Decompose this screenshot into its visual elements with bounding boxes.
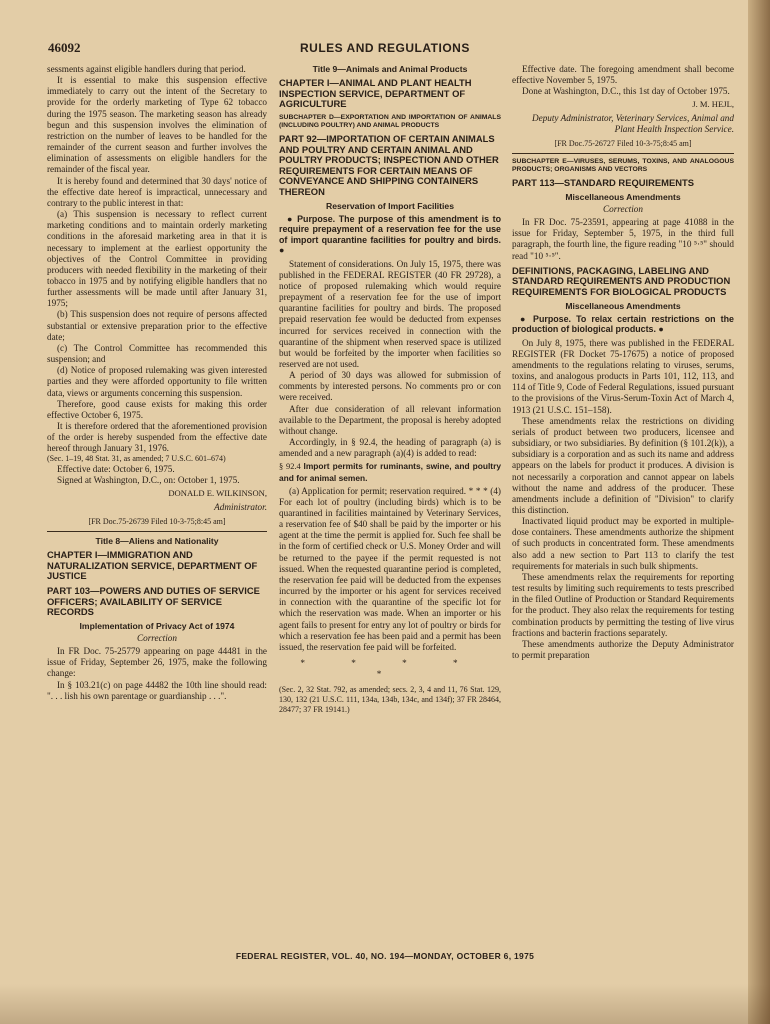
paragraph: It is essential to make this suspension effective immediately to carry out the intent of the Secretary to provide for the orderly marketing of Type 62 tobacco during the 1975 season. The marketing season has already begun and this suspension involves the elimination of restriction on the number of leaves to be handled for the remainder of the current season and further involves the elimination of assessments on eligible handlers for the remainder of the fiscal year. <box>47 75 267 175</box>
paragraph: These amendments authorize the Deputy Administrator to permit preparation <box>512 638 734 661</box>
paragraph: After due consideration of all relevant information available to the Department, the proposal is hereby adopted without change. <box>279 403 501 436</box>
subchapter-heading: SUBCHAPTER E—VIRUSES, SERUMS, TOXINS, AND ANALOGOUS PRODUCTS; ORGANISMS AND VECTORS <box>512 158 734 174</box>
signatory-title: Deputy Administrator, Veterinary Services, Animal and Plant Health Inspection Service. <box>531 112 734 134</box>
paragraph: In FR Doc. 75-23591, appearing at page 41088 in the issue for Friday, September 5, 1975, in the third full paragraph, the fourth line, the figure reading "10 ⁵·⁵" should read "10 ⁵·⁵". <box>512 217 734 261</box>
citation: (Sec. 1–19, 48 Stat. 31, as amended; 7 U.S.C. 601–674) <box>47 454 226 464</box>
page-footer: FEDERAL REGISTER, VOL. 40, NO. 194—MONDAY, OCTOBER 6, 1975 <box>235 951 535 961</box>
paragraph: sessments against eligible handlers during that period. <box>47 64 246 74</box>
fr-doc-line: [FR Doc.75-26727 Filed 10-3-75;8:45 am] <box>554 138 692 148</box>
column-1 <box>47 64 267 702</box>
signed-line: Signed at Washington, D.C., on: October 1, 1975. <box>57 475 240 486</box>
book-binding <box>748 0 770 1024</box>
column-2 <box>279 64 501 714</box>
definitions-heading: DEFINITIONS, PACKAGING, LABELING AND STANDARD REQUIREMENTS AND PRODUCTION REQUIREMENTS FOR BIOLOGICAL PRODUCTS <box>512 264 731 297</box>
signatory-name: DONALD E. WILKINSON, <box>168 488 267 499</box>
part-heading: PART 103—POWERS AND DUTIES OF SERVICE OFFICERS; AVAILABILITY OF SERVICE RECORDS <box>47 584 260 618</box>
effective-date: Effective date: October 6, 1975. <box>57 464 175 475</box>
purpose-summary: ● Purpose. The purpose of this amendment is to require prepayment of a reservation fee for the use of import quarantine facilities for poultry and birds. ● <box>279 213 501 256</box>
paragraph: (a) This suspension is necessary to reflect current marketing conditions and to maintain orderly marketing conditions in the aforesaid marketing area in that it is necessary to implement at the earliest opportunity the objectives of the Control Committee in providing producers with needed flexibility in the marketing of their tobacco in 1975 and by notifying eligible handlers that no further assessments will be made until after January 31, 1975; <box>47 209 267 309</box>
title-heading: Title 9—Animals and Animal Products <box>312 64 468 74</box>
paragraph: In FR Doc. 75-25779 appearing on page 44481 in the issue of Friday, September 26, 1975, make the following change: <box>47 646 267 679</box>
citation: (Sec. 2, 32 Stat. 792, as amended; secs. 2, 3, 4 and 11, 76 Stat. 129, 130, 132 (21 U.S.C. 111, 134a, 134b, 134c, and 134f); 37 FR 28464, 28477; 37 FR 19141.) <box>279 685 501 714</box>
correction-label: Correction <box>137 633 177 643</box>
section-heading: Reservation of Import Facilities <box>326 200 454 211</box>
divider <box>47 531 267 532</box>
subchapter-heading: SUBCHAPTER D—EXPORTATION AND IMPORTATION OF ANIMALS (INCLUDING POULTRY) AND ANIMAL PRODUCTS <box>279 114 501 130</box>
paragraph: Statement of considerations. On July 15, 1975, there was published in the FEDERAL REGISTER (40 FR 29728), a notice of proposed rulemaking which would require prepayment of a reservation fee for the use of import quarantine facilities for poultry and birds. The proposed prepaid reservation fee would be deducted from expenses incurred for services received in connection with the quarantine of the shipment when reserved space is utilized but would be forfeited by the importer when facilities so reserved are not used. <box>279 258 501 369</box>
paragraph: These amendments relax the restrictions on dividing serials of product between two producers, licensee and subsidiary, or two subsidiaries. By definition (§ 101.2(k)), a subsidiary is a corporation and as such its name and address appears on the labels for product it produces. A division is not necessarily a corporation and cannot appear on labels without the name and address of the producer. These amendments include a definition of "Division" to clarify this distinction. <box>512 415 734 515</box>
paragraph: It is hereby found and determined that 30 days' notice of the effective date hereof is impractical, unnecessary and contrary to the public interest in that: <box>47 175 267 208</box>
paragraph: Effective date. The foregoing amendment shall become effective November 5, 1975. <box>512 64 734 86</box>
correction-label: Correction <box>603 203 643 214</box>
paragraph: Inactivated liquid product may be exported in multiple-dose containers. These amendments authorize the shipment of such products in concentrated form. These amendments also add a new section to Part 113 to clarify the test requirements for materials in such bulk shipments. <box>512 516 734 571</box>
purpose-summary: ● Purpose. To relax certain restrictions on the production of biological products. ● <box>512 313 734 335</box>
section-heading: Implementation of Privacy Act of 1974 <box>79 620 235 631</box>
paragraph: (c) The Control Committee has recommended this suspension; and <box>47 342 267 365</box>
paragraph: These amendments relax the requirements for reporting test results by limiting such requirements to tests prescribed in the filed Outline of Production or Standard Requirements for the product. They also relax the requirements for testing combination products by permitting the testing of live virus fractions and bacterin fractions separately. <box>512 571 734 638</box>
paragraph: (d) Notice of proposed rulemaking was given interested parties and they were afforded opportunity to file written data, views or arguments concerning this suspension. <box>47 365 267 398</box>
running-head: RULES AND REGULATIONS <box>300 41 470 55</box>
chapter-heading: CHAPTER I—IMMIGRATION AND NATURALIZATION SERVICE, DEPARTMENT OF JUSTICE <box>47 549 258 582</box>
page-number: 46092 <box>48 40 81 55</box>
signatory-name: J. M. HEJL, <box>692 99 734 110</box>
part-heading: PART 113—STANDARD REQUIREMENTS <box>512 177 694 189</box>
section-heading: Miscellaneous Amendments <box>565 300 681 311</box>
paragraph: In § 103.21(c) on page 44482 the 10th line should read: ". . . lish his own parentage or guardianship . . .". <box>47 679 267 701</box>
column-3 <box>512 64 734 661</box>
paragraph: A period of 30 days was allowed for submission of comments by interested persons. No comments pro or con were received. <box>279 370 501 403</box>
title-heading: Title 8—Aliens and Nationality <box>95 535 219 546</box>
fr-doc-line: [FR Doc.75-26739 Filed 10-3-75;8:45 am] <box>88 516 226 526</box>
section-number: § 92.4 <box>279 462 301 472</box>
paragraph: (b) This suspension does not require of persons affected substantial or extensive preparation prior to the effective date; <box>47 309 267 342</box>
section-title: Import permits for ruminants, swine, and poultry and for animal semen. <box>279 461 501 483</box>
signatory-title: Administrator. <box>214 501 267 512</box>
paragraph: Accordingly, in § 92.4, the heading of paragraph (a) is amended and a new paragraph (a)(4) is added to read: <box>279 437 501 459</box>
chapter-heading: CHAPTER I—ANIMAL AND PLANT HEALTH INSPECTION SERVICE, DEPARTMENT OF AGRICULTURE <box>279 77 472 110</box>
paragraph: (a) Application for permit; reservation required. * * * (4) For each lot of poultry (including birds) which is to be quarantined in facilities maintained by Veterinary Services, a reservation fee of $40 shall be paid by the importer or his agent at the time the permit is applied for. Such fee shall be in the form of certified check or U.S. Money Order and will be returned to the payee if the permit requested is not issued. When the requested quarantine period is completed, the reservation fee paid will be deducted from the expenses incurred by the importer or his agent for services received in connection with the quarantine of the specific lot for which the reservation was made. When an importer or his agent fails to present for entry any lot of poultry or birds for which a reservation fee has been paid and a permit has been issued, the reservation fee paid will be forfeited. <box>279 485 501 652</box>
paragraph: Done at Washington, D.C., this 1st day of October 1975. <box>522 86 730 97</box>
paragraph: Therefore, good cause exists for making this order effective October 6, 1975. <box>47 398 267 420</box>
part-heading: PART 92—IMPORTATION OF CERTAIN ANIMALS AND POULTRY AND CERTAIN ANIMAL AND POULTRY PRODUCTS; INSPECTION AND OTHER REQUIREMENTS FOR CERTAIN MEANS OF CONVEYANCE AND SHIPPING CONTAINERS THEREON <box>279 133 499 198</box>
divider <box>512 153 734 154</box>
section-caption <box>279 461 501 483</box>
section-heading: Miscellaneous Amendments <box>565 191 681 202</box>
ellipsis-stars: * * * * * <box>300 658 480 680</box>
page-shadow <box>0 984 770 1024</box>
paragraph: On July 8, 1975, there was published in the FEDERAL REGISTER (FR Docket 75-17675) a notice of proposed amendments to the regulations relating to viruses, serums, toxins, and analogous products in Parts 101, 112, 113, and 114 of Title 9, Code of Federal Regulations, issued pursuant to the provisions of the Virus-Serum-Toxin Act of March 4, 1913 (21 U.S.C. 151–158). <box>512 337 734 415</box>
paragraph: It is therefore ordered that the aforementioned provision of the order is hereby suspended from the effective date hereof through January 31, 1976. <box>47 421 267 454</box>
